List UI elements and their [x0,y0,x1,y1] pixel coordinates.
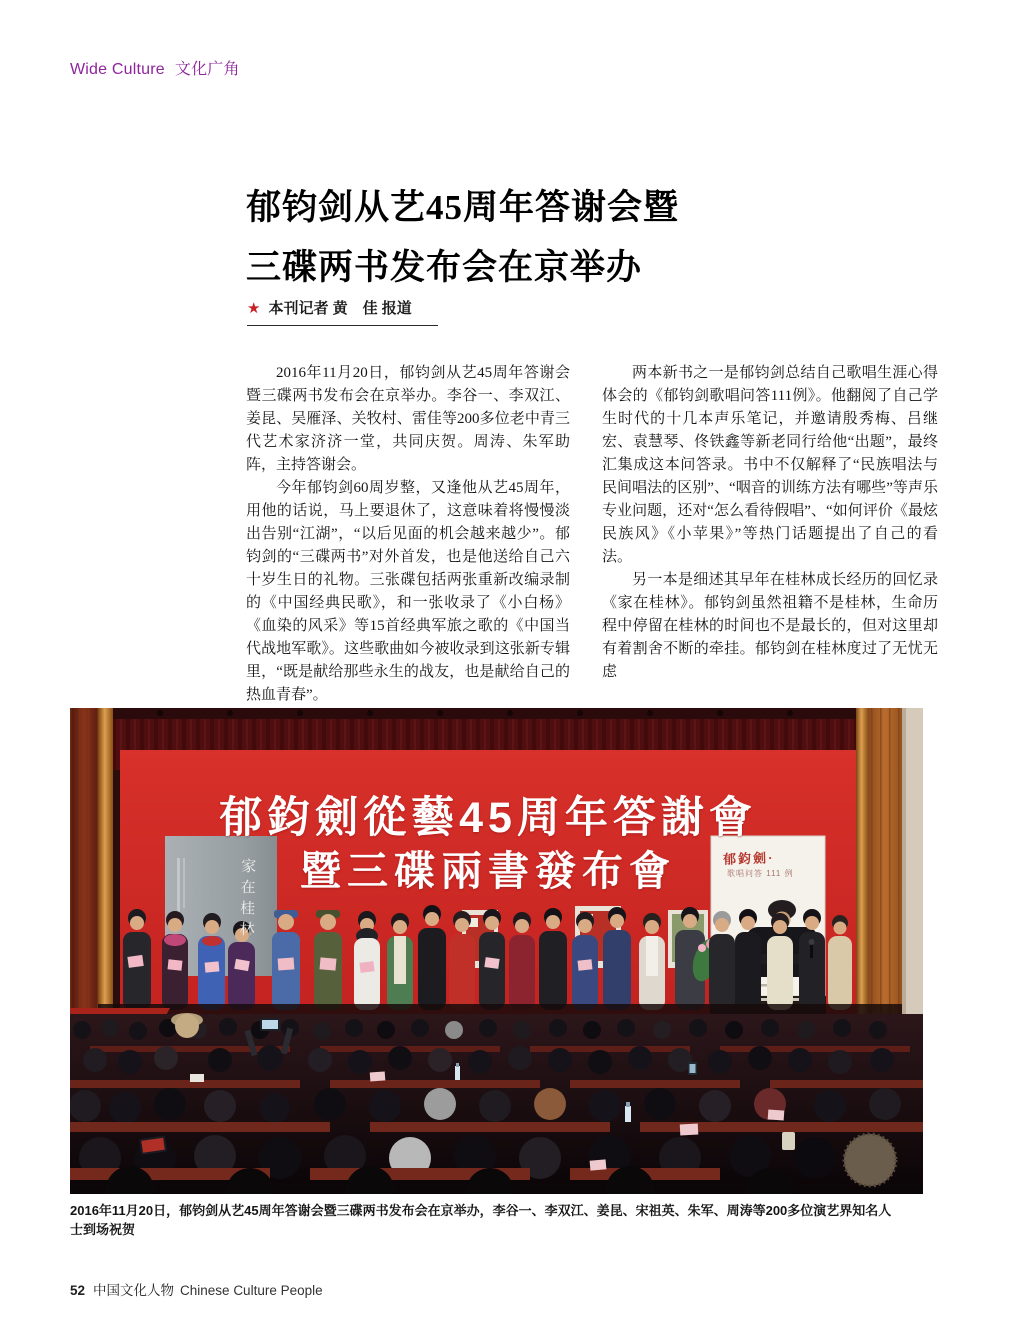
body-column-right [602,362,938,684]
paragraph: 两本新书之一是郁钧剑总结自己歌唱生涯心得体会的《郁钧剑歌唱问答111例》。他翻阅了自己学生时代的十几本声乐笔记，并邀请殷秀梅、吕继宏、袁慧琴、佟铁鑫等新老同行给他“出题”，最终汇集成这本问答录。书中不仅解释了“民族唱法与民间唱法的区别”、“咽音的训练方法有哪些”等声乐专业问题，还对“怎么看待假唱”、“如何评价《最炫民族风》《小苹果》”等热门话题提出了自己的看法。 [602,365,938,565]
memoir-poster-title: 家在桂林 [237,857,256,943]
byline [247,297,438,326]
book-poster-subtitle: 歌唱问答 111 例 [727,869,794,878]
event-photo [70,708,923,1194]
audience [70,1013,923,1194]
section-kicker-en: Wide Culture [70,61,165,78]
paragraph: 2016年11月20日，郁钧剑从艺45周年答谢会暨三碟两书发布会在京举办。李谷一、李双江、姜昆、吴雁泽、关牧村、雷佳等200多位老中青三代艺术家济济一堂，共同庆贺。周涛、朱军助阵，主持答谢会。 [246,365,570,473]
book-poster-title: 郁鈞劍· [722,850,775,867]
photo-caption: 2016年11月20日，郁钧剑从艺45周年答谢会暨三碟两书发布会在京举办，李谷一、李双江、姜昆、宋祖英、朱军、周涛等200多位演艺界知名人士到场祝贺 [70,1203,892,1237]
body-column-left [246,362,570,707]
paragraph: 另一本是细述其早年在桂林成长经历的回忆录《家在桂林》。郁钧剑虽然祖籍不是桂林，生命历程中停留在桂林的时间也不是最长的，但对这里却有着割舍不断的牵挂。郁钧剑在桂林度过了无忧无虑 [602,572,938,680]
byline-text: 本刊记者 黄 佳 报道 [268,300,412,317]
article-title [246,178,866,298]
section-kicker [70,56,240,79]
star-icon: ★ [247,300,261,317]
article-title-line1: 郁钧剑从艺45周年答谢会暨 [246,188,680,227]
magazine-name-zh: 中国文化人物 [93,1283,175,1298]
page-footer [70,1279,323,1299]
page-number: 52 [70,1283,86,1298]
magazine-name-en: Chinese Culture People [180,1283,323,1298]
event-photo-illustration [70,708,923,1194]
stage-banner-line2: 暨三碟兩書發布會 [300,848,676,894]
article-title-line2: 三碟两书发布会在京举办 [246,248,643,287]
paragraph: 今年郁钧剑60周岁整，又逢他从艺45周年，用他的话说，马上要退休了，这意味着将慢慢淡出告别“江湖”，“以后见面的机会越来越少”。郁钧剑的“三碟两书”对外首发，也是他送给自己六十岁生日的礼物。三张碟包括两张重新改编录制的《中国经典民歌》，和一张收录了《小白杨》《血染的风采》等15首经典军旅之歌的《中国当代战地军歌》。这些歌曲如今被收录到这张新专辑里，“既是献给那些永生的战友，也是献给自己的热血青春”。 [246,480,570,703]
section-kicker-zh: 文化广角 [174,61,240,78]
stage-banner-line1: 郁鈞劍從藝45周年答謝會 [219,794,757,842]
